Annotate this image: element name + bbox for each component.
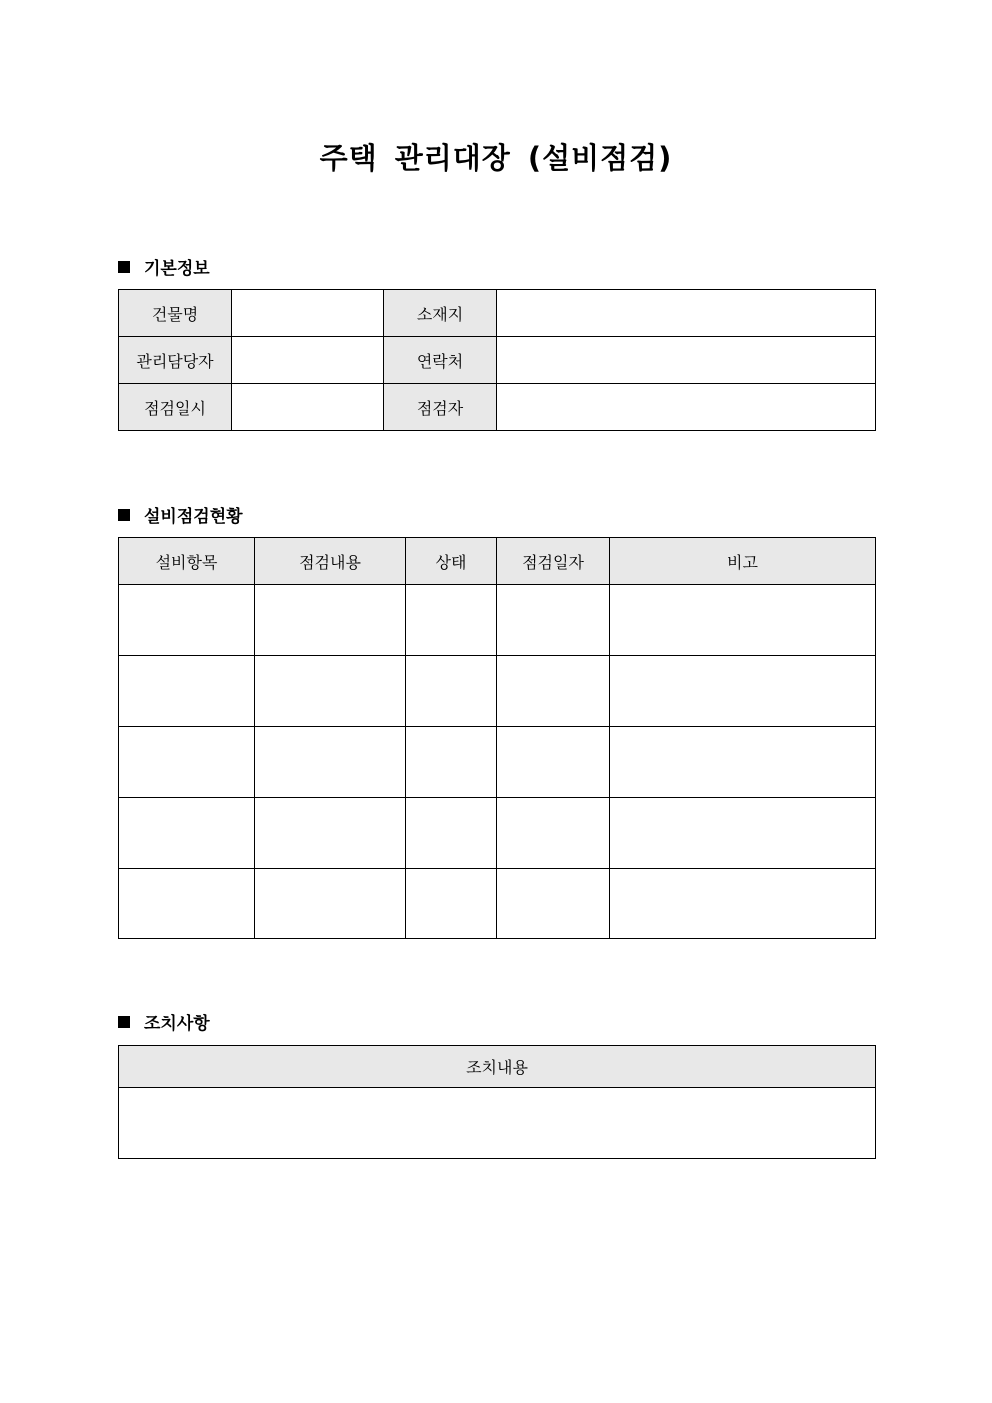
table-row <box>119 798 876 869</box>
inspection-content-cell[interactable] <box>255 798 406 869</box>
column-header-equipment-item: 설비항목 <box>119 538 255 585</box>
section-heading-inspection-status <box>118 502 243 527</box>
column-header-action-details: 조치내용 <box>119 1046 876 1088</box>
square-bullet-icon <box>118 509 130 521</box>
column-header-status: 상태 <box>406 538 497 585</box>
table-row <box>119 290 876 337</box>
table-row <box>119 1088 876 1159</box>
status-cell[interactable] <box>406 727 497 798</box>
equipment-item-cell[interactable] <box>119 656 255 727</box>
table-header-row <box>119 1046 876 1088</box>
page-title: 주택 관리대장 (설비점검) <box>319 141 673 175</box>
remarks-cell[interactable] <box>610 585 876 656</box>
inspection-date-cell[interactable] <box>497 727 610 798</box>
inspection-content-cell[interactable] <box>255 869 406 939</box>
inspector-label: 점검자 <box>384 384 497 431</box>
inspection-status-table <box>118 537 876 939</box>
equipment-item-cell[interactable] <box>119 585 255 656</box>
inspection-content-cell[interactable] <box>255 585 406 656</box>
inspection-content-cell[interactable] <box>255 727 406 798</box>
manager-field[interactable] <box>232 337 384 384</box>
contact-field[interactable] <box>497 337 876 384</box>
column-header-inspection-content: 점검내용 <box>255 538 406 585</box>
equipment-item-cell[interactable] <box>119 798 255 869</box>
square-bullet-icon <box>118 1016 130 1028</box>
action-details-cell[interactable] <box>119 1088 876 1159</box>
status-cell[interactable] <box>406 656 497 727</box>
manager-label: 관리담당자 <box>119 337 232 384</box>
building-name-label: 건물명 <box>119 290 232 337</box>
table-row <box>119 337 876 384</box>
table-row <box>119 869 876 939</box>
table-row <box>119 727 876 798</box>
location-label: 소재지 <box>384 290 497 337</box>
section-heading-label: 기본정보 <box>144 259 210 279</box>
location-field[interactable] <box>497 290 876 337</box>
inspection-date-cell[interactable] <box>497 656 610 727</box>
section-heading-actions <box>118 1009 210 1034</box>
equipment-item-cell[interactable] <box>119 727 255 798</box>
inspection-datetime-field[interactable] <box>232 384 384 431</box>
table-row <box>119 656 876 727</box>
inspection-date-cell[interactable] <box>497 585 610 656</box>
section-heading-basic-info <box>118 254 210 279</box>
inspection-date-cell[interactable] <box>497 798 610 869</box>
column-header-inspection-date: 점검일자 <box>497 538 610 585</box>
status-cell[interactable] <box>406 869 497 939</box>
remarks-cell[interactable] <box>610 798 876 869</box>
status-cell[interactable] <box>406 798 497 869</box>
inspection-datetime-label: 점검일시 <box>119 384 232 431</box>
remarks-cell[interactable] <box>610 727 876 798</box>
actions-table <box>118 1045 876 1159</box>
equipment-item-cell[interactable] <box>119 869 255 939</box>
section-heading-label: 조치사항 <box>144 1014 210 1034</box>
basic-info-table <box>118 289 876 431</box>
building-name-field[interactable] <box>232 290 384 337</box>
column-header-remarks: 비고 <box>610 538 876 585</box>
table-header-row <box>119 538 876 585</box>
inspection-date-cell[interactable] <box>497 869 610 939</box>
table-row <box>119 585 876 656</box>
status-cell[interactable] <box>406 585 497 656</box>
contact-label: 연락처 <box>384 337 497 384</box>
remarks-cell[interactable] <box>610 656 876 727</box>
table-row <box>119 384 876 431</box>
inspection-content-cell[interactable] <box>255 656 406 727</box>
square-bullet-icon <box>118 261 130 273</box>
inspector-field[interactable] <box>497 384 876 431</box>
remarks-cell[interactable] <box>610 869 876 939</box>
section-heading-label: 설비점검현황 <box>144 507 243 527</box>
